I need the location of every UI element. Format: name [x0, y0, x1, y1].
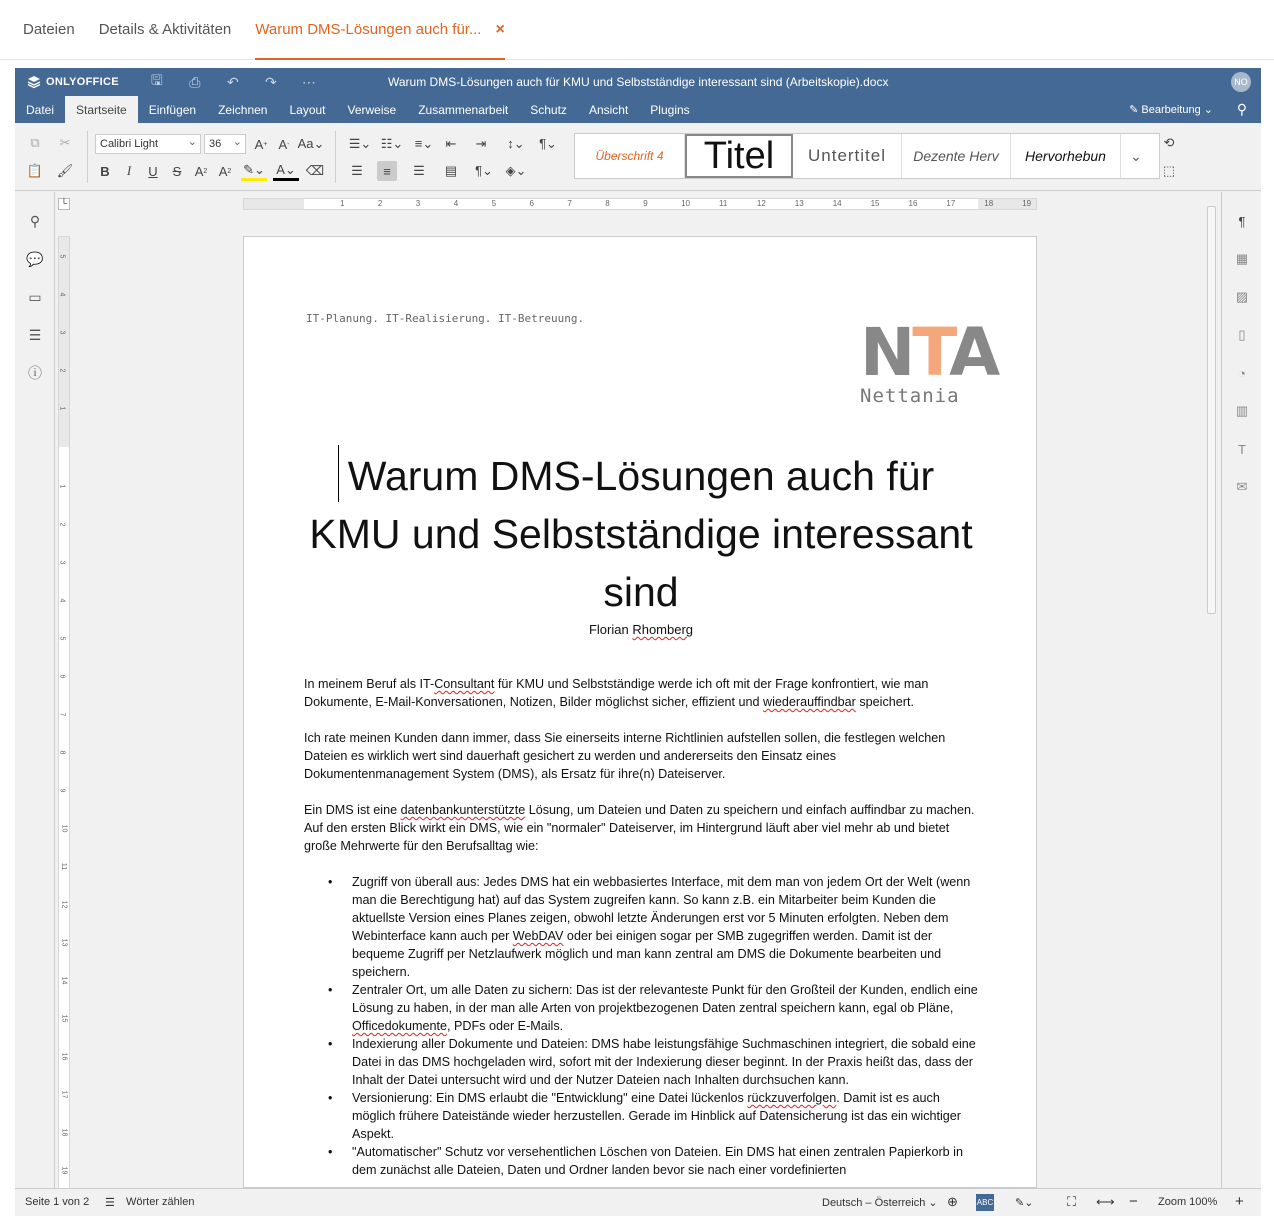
onlyoffice-logo-icon — [27, 75, 41, 89]
document-body[interactable] — [304, 675, 980, 1179]
spelling-error: rückzuverfolgen — [747, 1091, 837, 1105]
zoom-in-icon[interactable]: + — [1235, 1193, 1244, 1210]
menu-home[interactable]: Startseite — [65, 96, 138, 123]
bullets-icon[interactable]: ☰⌄ — [348, 136, 372, 151]
change-case-icon[interactable]: Aa⌄ — [297, 136, 325, 151]
list-item — [352, 1089, 980, 1143]
print-icon[interactable]: ⎙ — [189, 73, 201, 90]
language-label: Deutsch – Österreich — [822, 1197, 926, 1209]
fit-width-icon[interactable]: ⟷ — [1096, 1194, 1115, 1209]
scrollbar-thumb[interactable] — [1207, 206, 1216, 614]
fit-page-icon[interactable]: ⛶ — [1067, 1194, 1077, 1209]
style-subtitle[interactable]: Untertitel — [793, 134, 902, 178]
table-settings-icon[interactable]: ▦ — [1235, 251, 1249, 266]
paragraph-settings-icon[interactable]: ¶ — [1238, 213, 1246, 229]
align-right-icon[interactable]: ☰ — [413, 163, 425, 178]
text-run: Zugriff von überall aus: Jedes DMS hat ein webbasiertes Interface, mit dem man von jedem Ort der Welt (wenn man die Berechtigung hat) auf das System zugreifen kann. So kann z.B. ein Mitarbeiter beim Kunden die aktuellste Version eines Planes zeigen, obwohl letzte Änderungen erst vor 5 Minuten erfolgten. Neben dem Webinterface kann auch per — [352, 875, 971, 943]
style-emphasis[interactable]: Hervorhebun — [1011, 134, 1121, 178]
ruler-number: 15 — [60, 1014, 68, 1023]
header-footer-icon[interactable]: ▯ — [1238, 327, 1246, 342]
ruler-number: 8 — [605, 199, 610, 208]
ruler-number: 11 — [719, 199, 728, 208]
left-sidebar — [15, 192, 55, 1188]
ruler-number: 13 — [794, 199, 804, 208]
redo-icon[interactable]: ↷ — [265, 73, 277, 90]
font-name-select[interactable]: Calibri Light ⌄ — [95, 134, 201, 154]
textart-settings-icon[interactable]: T — [1238, 441, 1246, 457]
underline-icon[interactable]: U — [148, 163, 158, 179]
ruler-number: 10 — [681, 199, 690, 208]
text-run: speichert. — [855, 695, 914, 709]
ruler-number: 5 — [58, 254, 66, 259]
decrease-font-icon[interactable]: A - — [278, 136, 290, 152]
navigation-icon[interactable]: ☰ — [28, 326, 42, 343]
edit-mode-dropdown[interactable] — [1129, 103, 1213, 116]
line-spacing-icon[interactable]: ↕⌄ — [507, 136, 525, 151]
font-size-select[interactable]: 36 ⌄ — [204, 134, 246, 154]
menu-view[interactable]: Ansicht — [588, 102, 629, 117]
ruler-number: 4 — [58, 292, 66, 297]
increase-font-icon[interactable]: A + — [254, 136, 268, 152]
language-select[interactable] — [822, 1196, 938, 1209]
style-subtle-emphasis[interactable]: Dezente Herv — [902, 134, 1011, 178]
author-last: Rhomberg — [632, 622, 694, 637]
list-item: • Indexierung aller Dokumente und Dateien: DMS habe leistungsfähige Suchmaschinen integriert, die sobald eine Datei in das DMS hochgeladen wird, sofort mit der Indexierung dieser beginnt. In der Praxis heißt das, dass der Inhalt der Datei untersucht wird und der Nutzer Dateien nach Inhalten durchsuchen kann. — [352, 1035, 980, 1089]
menu-layout[interactable]: Layout — [289, 102, 326, 117]
text-run: , PDFs oder E-Mails. — [446, 1019, 564, 1033]
menu-insert[interactable]: Einfügen — [148, 102, 197, 117]
document-editor — [15, 68, 1261, 1216]
spelling-error: WebDAV — [512, 929, 564, 943]
cut-icon[interactable]: ✂ — [59, 135, 71, 150]
ruler-number: 12 — [756, 199, 766, 208]
track-changes-icon[interactable]: ✎⌄ — [1015, 1197, 1034, 1209]
numbering-icon[interactable]: ☷⌄ — [380, 136, 404, 151]
ruler-number: 2 — [377, 199, 383, 208]
ruler-number: 16 — [908, 199, 918, 208]
ruler-number: 12 — [60, 900, 68, 909]
text-run: Ein DMS ist eine — [304, 803, 401, 817]
ruler-number: 17 — [60, 1090, 68, 1099]
save-icon[interactable]: 🖫 — [150, 72, 163, 88]
justify-icon[interactable]: ▤ — [444, 163, 458, 178]
ruler-number: 7 — [567, 199, 572, 208]
ruler-number: 2 — [58, 368, 66, 373]
spelling-error: datenbankunterstützte — [400, 803, 526, 817]
menu-protection[interactable]: Schutz — [530, 102, 567, 117]
user-avatar[interactable]: NO — [1231, 72, 1251, 92]
edit-mode-label: Bearbeitung — [1141, 104, 1201, 116]
globe-icon[interactable]: ⊕ — [947, 1194, 958, 1209]
search-icon[interactable]: ⚲ — [29, 212, 41, 229]
ruler-number: 1 — [340, 199, 345, 208]
ruler-number: 14 — [832, 199, 842, 208]
ruler-number: 1 — [58, 406, 66, 411]
ruler-number: 10 — [60, 824, 68, 833]
close-icon[interactable]: × — [495, 20, 505, 38]
ruler-number: 5 — [58, 636, 66, 641]
text-run: oder bei einigen sogar per SMB zugegriffen werden. Damit ist der bequeme Zugriff per Netzlaufwerk möglich und man kann zentral am DMS die Dokumente bearbeiten und speichern. — [352, 929, 942, 979]
format-painter-icon[interactable]: 🖌 — [56, 163, 74, 178]
zoom-level[interactable]: Zoom 100% — [1158, 1196, 1218, 1208]
clear-format-icon[interactable]: ⌫ — [305, 163, 325, 178]
logo-name: Nettania — [860, 385, 960, 407]
decrease-indent-icon[interactable]: ⇤ — [445, 136, 457, 151]
vertical-scrollbar[interactable] — [1205, 192, 1218, 1188]
page-indicator[interactable]: Seite 1 von 2 — [25, 1196, 90, 1208]
horizontal-ruler[interactable] — [243, 198, 1037, 210]
chevron-down-icon: ⌄ — [925, 1197, 938, 1209]
ruler-number: 14 — [60, 976, 68, 985]
ruler-number: 18 — [60, 1128, 68, 1137]
ruler-number: 13 — [60, 938, 68, 947]
header-tagline: IT-Planung. IT-Realisierung. IT-Betreuung. — [306, 312, 585, 325]
ruler-number: 3 — [58, 560, 66, 565]
ruler-text-area — [59, 447, 69, 1189]
styles-gallery — [574, 133, 1160, 179]
toolbar-separator — [335, 131, 336, 183]
menu-file[interactable]: Datei — [26, 102, 55, 117]
home-toolbar — [15, 123, 1261, 191]
pencil-icon: ✎ — [1129, 104, 1142, 116]
right-sidebar — [1221, 192, 1261, 1188]
ruler-number: 4 — [58, 598, 66, 603]
status-bar — [15, 1188, 1261, 1216]
menu-collaboration[interactable]: Zusammenarbeit — [418, 102, 509, 117]
bold-icon[interactable]: B — [100, 163, 110, 179]
document-title: Warum DMS-Lösungen auch für KMU und Selbstständige interessant sind (Arbeitskopie).docx — [388, 75, 889, 89]
highlight-icon[interactable]: ✎⌄ — [241, 161, 267, 181]
ruler-number: 19 — [60, 1166, 68, 1175]
ruler-number: 1 — [58, 484, 66, 489]
align-center-icon[interactable]: ≡ — [377, 161, 397, 181]
paragraph — [304, 675, 980, 711]
document-heading[interactable]: Warum DMS-Lösungen auch für KMU und Selbstständige interessant sind — [309, 453, 973, 615]
paragraph — [304, 801, 980, 855]
chevron-down-icon: ⌄ — [1200, 104, 1213, 116]
info-icon[interactable]: ⓘ — [28, 365, 42, 381]
superscript-icon[interactable]: A 2 — [194, 163, 208, 179]
app-tabs — [0, 0, 1274, 60]
list-item: • "Automatischer" Schutz vor versehentlichen Löschen von Dateien. Ein DMS hat einen zentralen Papierkorb in dem zunächst alle Dateien, Daten und Ordner landen bevor sie nach einer vordefinierten — [352, 1143, 980, 1179]
increase-indent-icon[interactable]: ⇥ — [475, 136, 487, 151]
ruler-number: 9 — [643, 199, 648, 208]
image-settings-icon[interactable]: ▨ — [1235, 289, 1249, 304]
shading-icon[interactable]: ◈⌄ — [505, 163, 527, 178]
spelling-error: Officedokumente — [352, 1019, 447, 1033]
shape-settings-icon[interactable]: ◔ — [1238, 365, 1246, 381]
font-color-icon[interactable]: A⌄ — [273, 161, 299, 181]
chat-icon[interactable]: ▭ — [28, 288, 42, 305]
tab-details[interactable]: Details & Aktivitäten — [98, 21, 232, 38]
spelling-error: Consultant — [434, 677, 495, 691]
text-run: . Damit ist es auch möglich frühere Dateistände wieder herzustellen. Gerade im Hinblick auf Datensicherung ist das ein wichtiger Aspekt. — [352, 1091, 962, 1141]
brand-name: ONLYOFFICE — [46, 76, 119, 88]
author-first: Florian — [588, 622, 633, 637]
nonprinting-chars-icon[interactable]: ¶⌄ — [475, 163, 493, 178]
tab-files[interactable]: Dateien — [23, 21, 75, 38]
main-menu — [15, 96, 1261, 123]
ruler-number: 19 — [1022, 199, 1032, 208]
paste-icon[interactable]: 📋 — [26, 163, 44, 178]
ruler-number: 6 — [529, 199, 534, 208]
undo-icon[interactable]: ↶ — [227, 73, 239, 90]
menu-references[interactable]: Verweise — [347, 102, 397, 117]
editor-titlebar — [15, 68, 1261, 96]
style-title[interactable]: Titel — [685, 134, 793, 178]
ruler-number: 7 — [58, 712, 66, 717]
ruler-number: 18 — [984, 199, 994, 208]
logo-letters: NTA — [860, 314, 998, 391]
italic-icon[interactable]: I — [126, 163, 132, 178]
text-run: für KMU und Selbstständige werde ich oft mit der Frage konfrontiert, wie man Dokumente, E-Mail-Konversationen, Notizen, Bilder möglichst sicher, effizient und — [304, 677, 929, 709]
bullet-list — [352, 873, 980, 1179]
ruler-number: 4 — [453, 199, 459, 208]
multilevel-list-icon[interactable]: ≡⌄ — [414, 136, 434, 151]
mail-merge-icon[interactable]: ✉ — [1236, 479, 1248, 494]
list-item — [352, 981, 980, 1035]
tab-stop-selector[interactable]: └ — [58, 198, 70, 210]
ruler-number: 3 — [58, 330, 66, 335]
ruler-number: 15 — [870, 199, 880, 208]
ruler-number: 3 — [415, 199, 421, 208]
chart-settings-icon[interactable]: ▥ — [1235, 403, 1249, 418]
paragraph: Ich rate meinen Kunden dann immer, dass Sie einerseits interne Richtlinien aufstellen sollen, die festlegen welchen Dateien es wirklich wert sind dauerhaft gesichert zu werden und andererseits den Einsatz eines Dokumentenmanagement System (DMS), als Ersatz für ihre(n) Dateiserver. — [304, 731, 946, 781]
ruler-number: 11 — [60, 862, 68, 871]
comments-icon[interactable]: 💬 — [26, 250, 44, 267]
ruler-number: 8 — [58, 750, 66, 755]
document-page[interactable] — [243, 236, 1037, 1188]
vertical-ruler[interactable] — [58, 236, 70, 1188]
text-run: Versionierung: Ein DMS erlaubt die "Entwicklung" eine Datei lückenlos — [352, 1091, 748, 1105]
zoom-out-icon[interactable]: − — [1129, 1193, 1138, 1210]
copy-icon[interactable]: ⧉ — [30, 135, 40, 150]
ruler-number: 17 — [946, 199, 956, 208]
word-count-icon[interactable]: ☰ — [105, 1197, 115, 1209]
align-left-icon[interactable]: ☰ — [351, 163, 363, 178]
chevron-down-icon[interactable]: ⌄ — [1130, 147, 1142, 164]
style-heading-4[interactable]: Überschrift 4 — [575, 134, 685, 178]
subscript-icon[interactable]: A 2 — [218, 163, 232, 179]
text-run: In meinem Beruf als IT- — [304, 677, 435, 691]
ruler-number: 9 — [58, 788, 66, 793]
tab-document-label: Warum DMS-Lösungen auch für... — [255, 21, 482, 38]
word-count-button[interactable]: Wörter zählen — [126, 1196, 195, 1208]
paragraph-settings-icon[interactable]: ¶⌄ — [539, 136, 557, 151]
ruler-number: 5 — [491, 199, 497, 208]
text-run: Zentraler Ort, um alle Daten zu sichern: Das ist der relevanteste Punkt für den Großteil der Kunden, endlich eine Lösung zu haben, in der man alle Arten von projektbezogenen Daten zentral speichern kann, egal ob Pläne, — [352, 983, 978, 1015]
list-item — [352, 873, 980, 981]
replace-icon[interactable]: ⟲ — [1163, 135, 1175, 150]
tab-document[interactable] — [255, 0, 505, 60]
nettania-logo — [860, 314, 998, 407]
select-icon[interactable]: ⬚ — [1162, 163, 1176, 178]
toolbar-separator — [87, 131, 88, 183]
ruler-number: 16 — [60, 1052, 68, 1061]
spelling-error: wiederauffindbar — [762, 695, 856, 709]
spellcheck-icon[interactable]: ABC — [976, 1194, 994, 1211]
ruler-number: 2 — [58, 522, 66, 527]
author-line[interactable] — [306, 622, 976, 637]
search-icon[interactable]: ⚲ — [1236, 101, 1247, 117]
text-run: Lösung, um Dateien und Daten zu speichern und einfach auffindbar zu machen. Auf den ersten Blick wirkt ein DMS, wie ein "normaler" Dateiserver, im Hintergrund läuft aber viel mehr ab und bietet große Mehrwerte für den Berufsalltag wie: — [304, 803, 975, 853]
more-icon[interactable]: ⋯ — [301, 73, 316, 90]
onlyoffice-logo — [27, 75, 119, 89]
ruler-number: 6 — [58, 674, 66, 679]
strikethrough-icon[interactable]: S — [172, 163, 182, 179]
menu-draw[interactable]: Zeichnen — [218, 102, 268, 117]
menu-plugins[interactable]: Plugins — [650, 102, 690, 117]
